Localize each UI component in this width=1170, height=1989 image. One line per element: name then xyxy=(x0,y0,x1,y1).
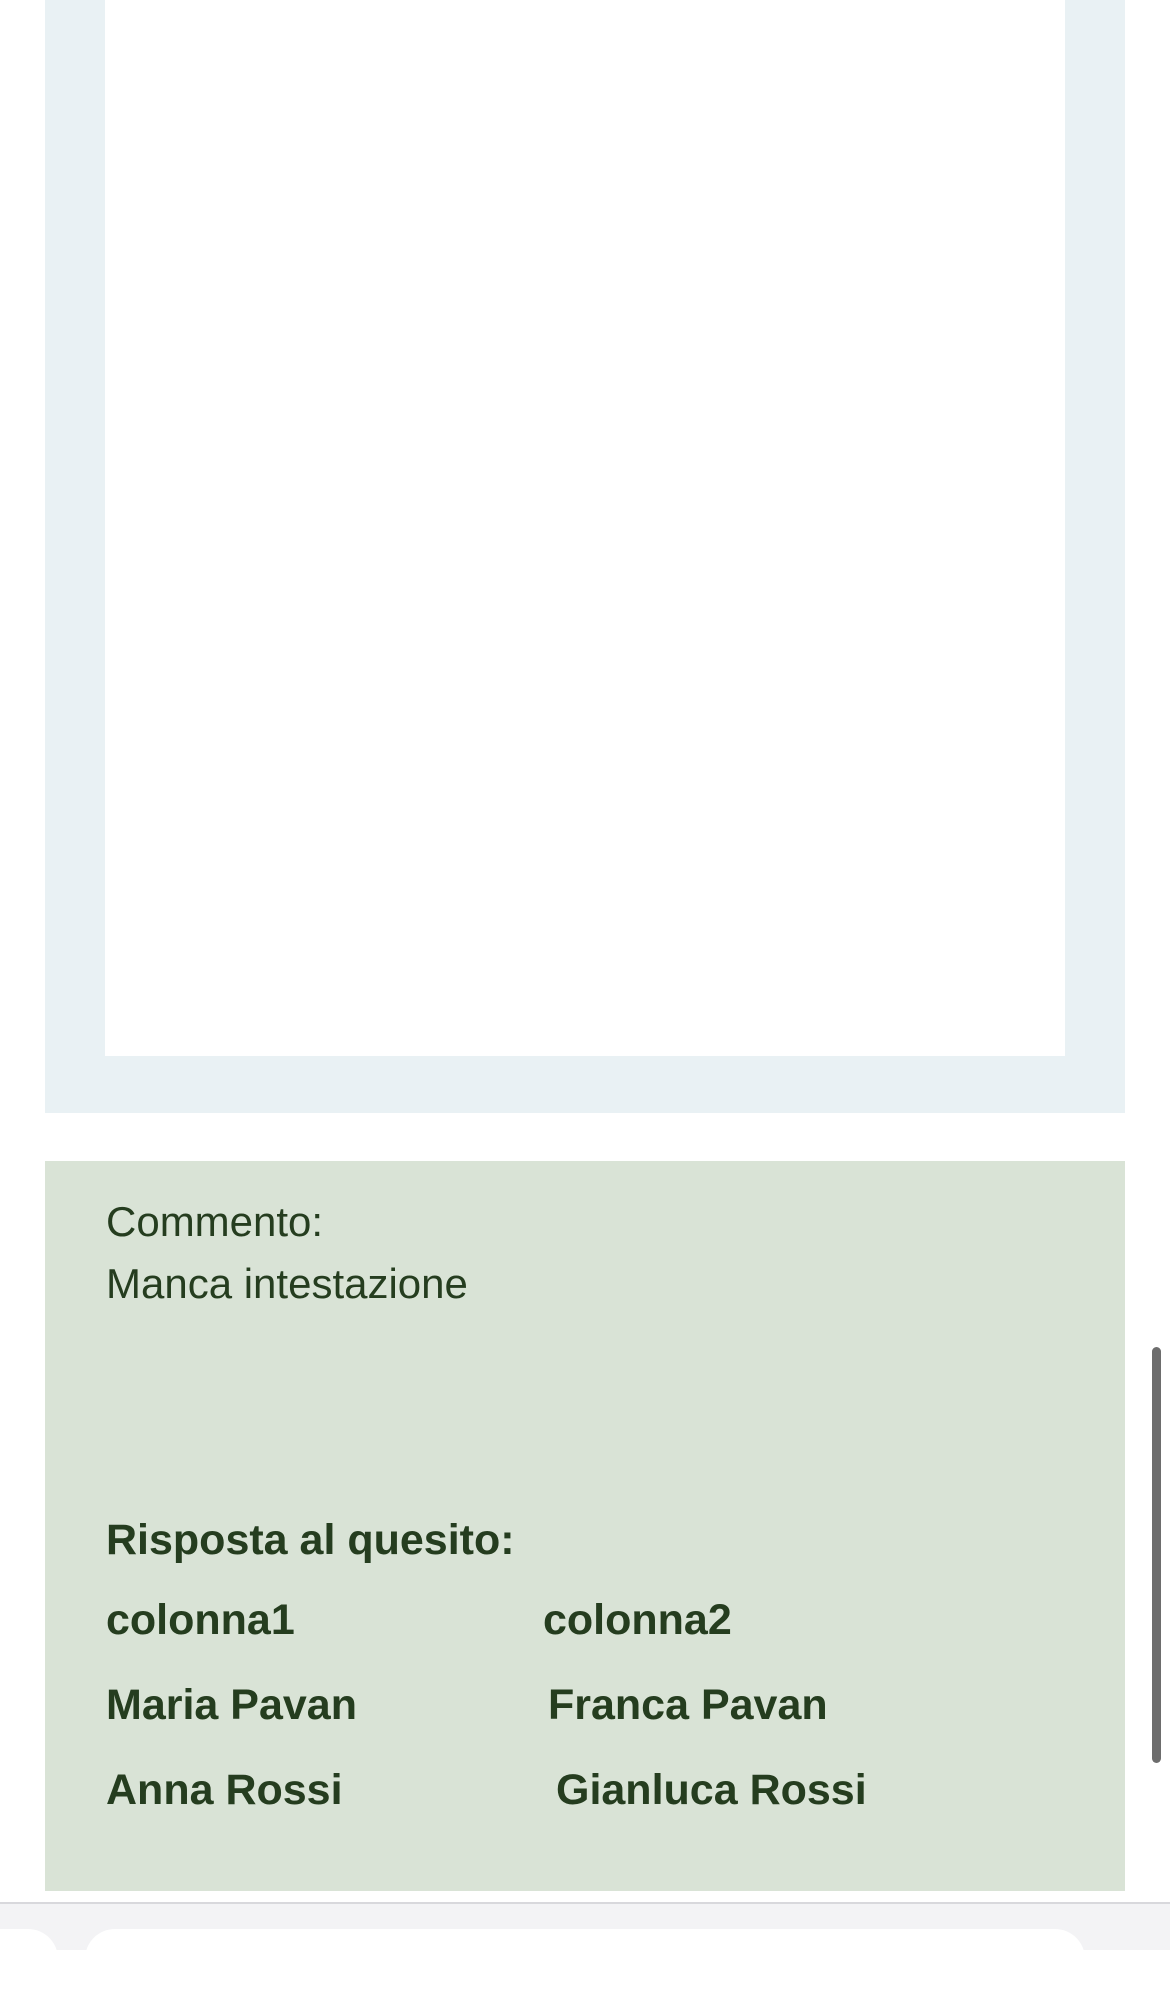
table-cell: Anna Rossi xyxy=(106,1766,343,1814)
table-header-row xyxy=(106,1595,1006,1680)
table-cell: Gianluca Rossi xyxy=(556,1766,867,1814)
comment-label: Commento: xyxy=(106,1198,324,1245)
document-page xyxy=(105,0,1065,1056)
table-cell: Maria Pavan xyxy=(106,1681,357,1729)
address-bar[interactable] xyxy=(85,1929,1085,1989)
table-row xyxy=(106,1765,1006,1850)
comment-text: Manca intestazione xyxy=(106,1260,468,1307)
answer-panel xyxy=(45,1161,1125,1891)
document-preview-frame xyxy=(45,0,1125,1113)
table-header-cell: colonna1 xyxy=(106,1596,295,1644)
table-header-cell: colonna2 xyxy=(543,1596,732,1644)
table-cell: Franca Pavan xyxy=(548,1681,828,1729)
scrollbar-thumb[interactable] xyxy=(1152,1347,1161,1763)
tab-overview-button[interactable] xyxy=(0,1929,58,1989)
table-row xyxy=(106,1680,1006,1765)
browser-bottom-toolbar xyxy=(0,1902,1170,1950)
answer-table xyxy=(106,1595,1006,1850)
answer-title: Risposta al quesito: xyxy=(106,1516,515,1564)
